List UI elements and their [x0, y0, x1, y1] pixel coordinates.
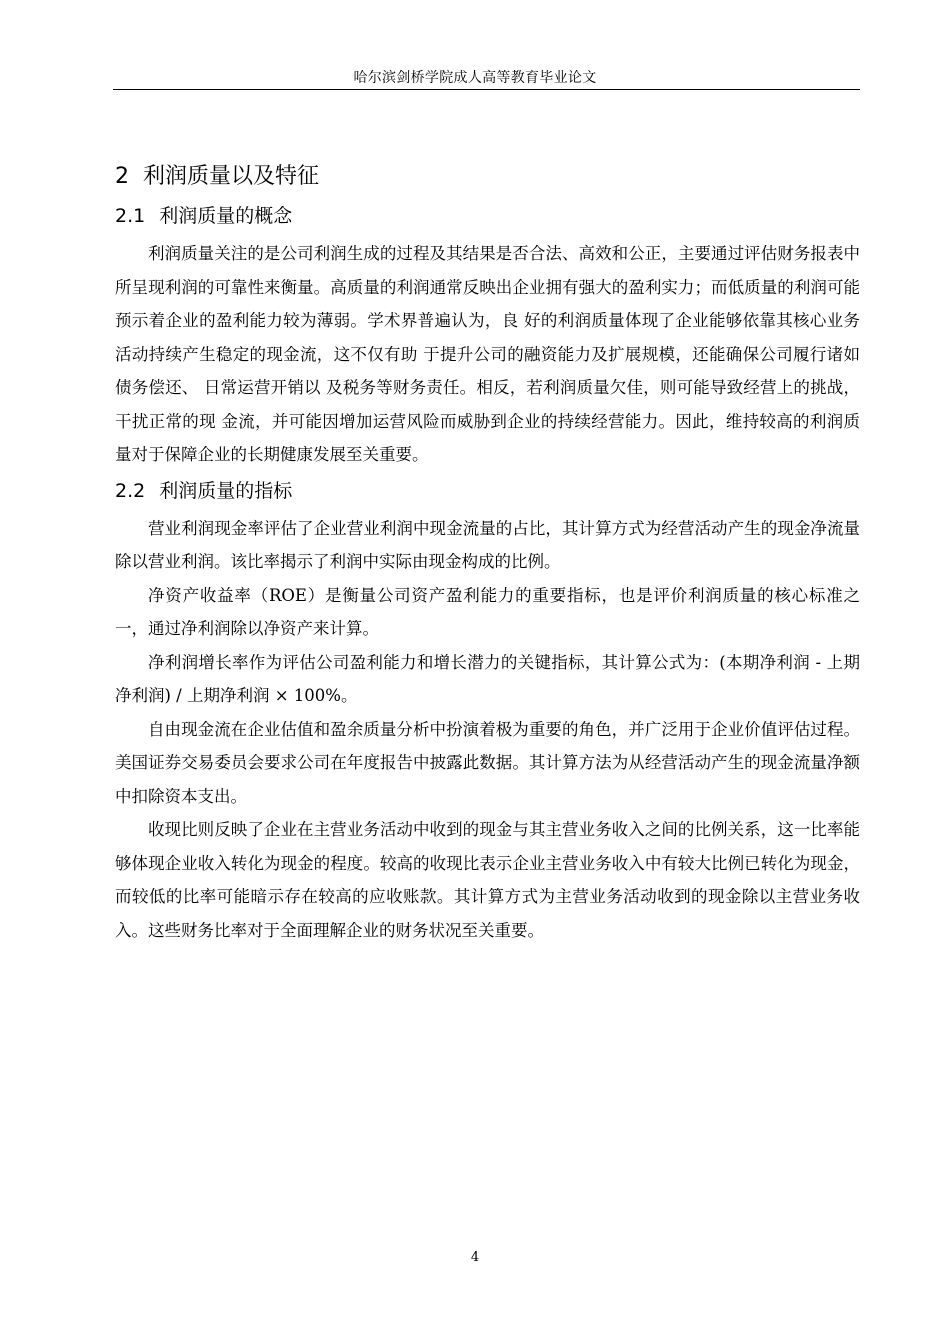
page-number: 4: [470, 1250, 480, 1265]
body-paragraph: 净利润增长率作为评估公司盈利能力和增长潜力的关键指标，其计算公式为：(本期净利润 - 上期净利润) / 上期净利润 × 100%。: [115, 652, 860, 705]
header-divider: [113, 89, 860, 90]
section-heading: [115, 474, 860, 508]
body-paragraph: 营业利润现金率评估了企业营业利润中现金流量的占比，其计算方式为经营活动产生的现金净流量除以营业利润。该比率揭示了利润中实际由现金构成的比例。: [115, 518, 860, 571]
body-paragraph: 自由现金流在企业估值和盈余质量分析中扮演着极为重要的角色，并广泛用于企业价值评估过程。美国证券交易委员会要求公司在年度报告中披露此数据。其计算方法为从经营活动产生的现金流量净额中扣除资本支出。: [115, 719, 860, 806]
chapter-title: 利润质量以及特征: [143, 164, 320, 189]
section-number: 2.2: [115, 479, 146, 502]
chapter-number: 2: [115, 164, 129, 189]
section-number: 2.1: [115, 205, 146, 227]
section-title: 利润质量的指标: [159, 479, 293, 502]
chapter-heading: [115, 160, 860, 194]
body-paragraph: 净资产收益率（ROE）是衡量公司资产盈利能力的重要指标，也是评价利润质量的核心标准之一，通过净利润除以净资产来计算。: [115, 585, 860, 638]
body-paragraph: 收现比则反映了企业在主营业务活动中收到的现金与其主营业务收入之间的比例关系，这一比率能够体现企业收入转化为现金的程度。较高的收现比表示企业主营业务收入中有较大比例已转化为现金，而较低的比率可能暗示存在较高的应收账款。其计算方式为主营业务活动收到的现金除以主营业务收入。这些财务比率对于全面理解企业的财务状况至关重要。: [115, 820, 860, 940]
page-body: [115, 160, 860, 947]
running-header: 哈尔滨剑桥学院成人高等教育毕业论文: [353, 70, 597, 86]
section-heading: [115, 199, 860, 233]
body-paragraph: 利润质量关注的是公司利润生成的过程及其结果是否合法、高效和公正，主要通过评估财务报表中所呈现利润的可靠性来衡量。高质量的利润通常反映出企业拥有强大的盈利实力；而低质量的利润可能预示着企业的盈利能力较为薄弱。学术界普遍认为，良 好的利润质量体现了企业能够依靠其核心业务活动持续产生稳定的现金流，这不仅有助 于提升公司的融资能力及扩展规模，还能确保公司履行诸如债务偿还、 日常运营开销以 及税务等财务责任。相反，若利润质量欠佳，则可能导致经营上的挑战，干扰正常的现 金流，并可能因增加运营风险而威胁到企业的持续经营能力。因此，维持较高的利润质 量对于保障企业的长期健康发展至关重要。: [115, 244, 860, 464]
section-title: 利润质量的概念: [159, 205, 293, 227]
